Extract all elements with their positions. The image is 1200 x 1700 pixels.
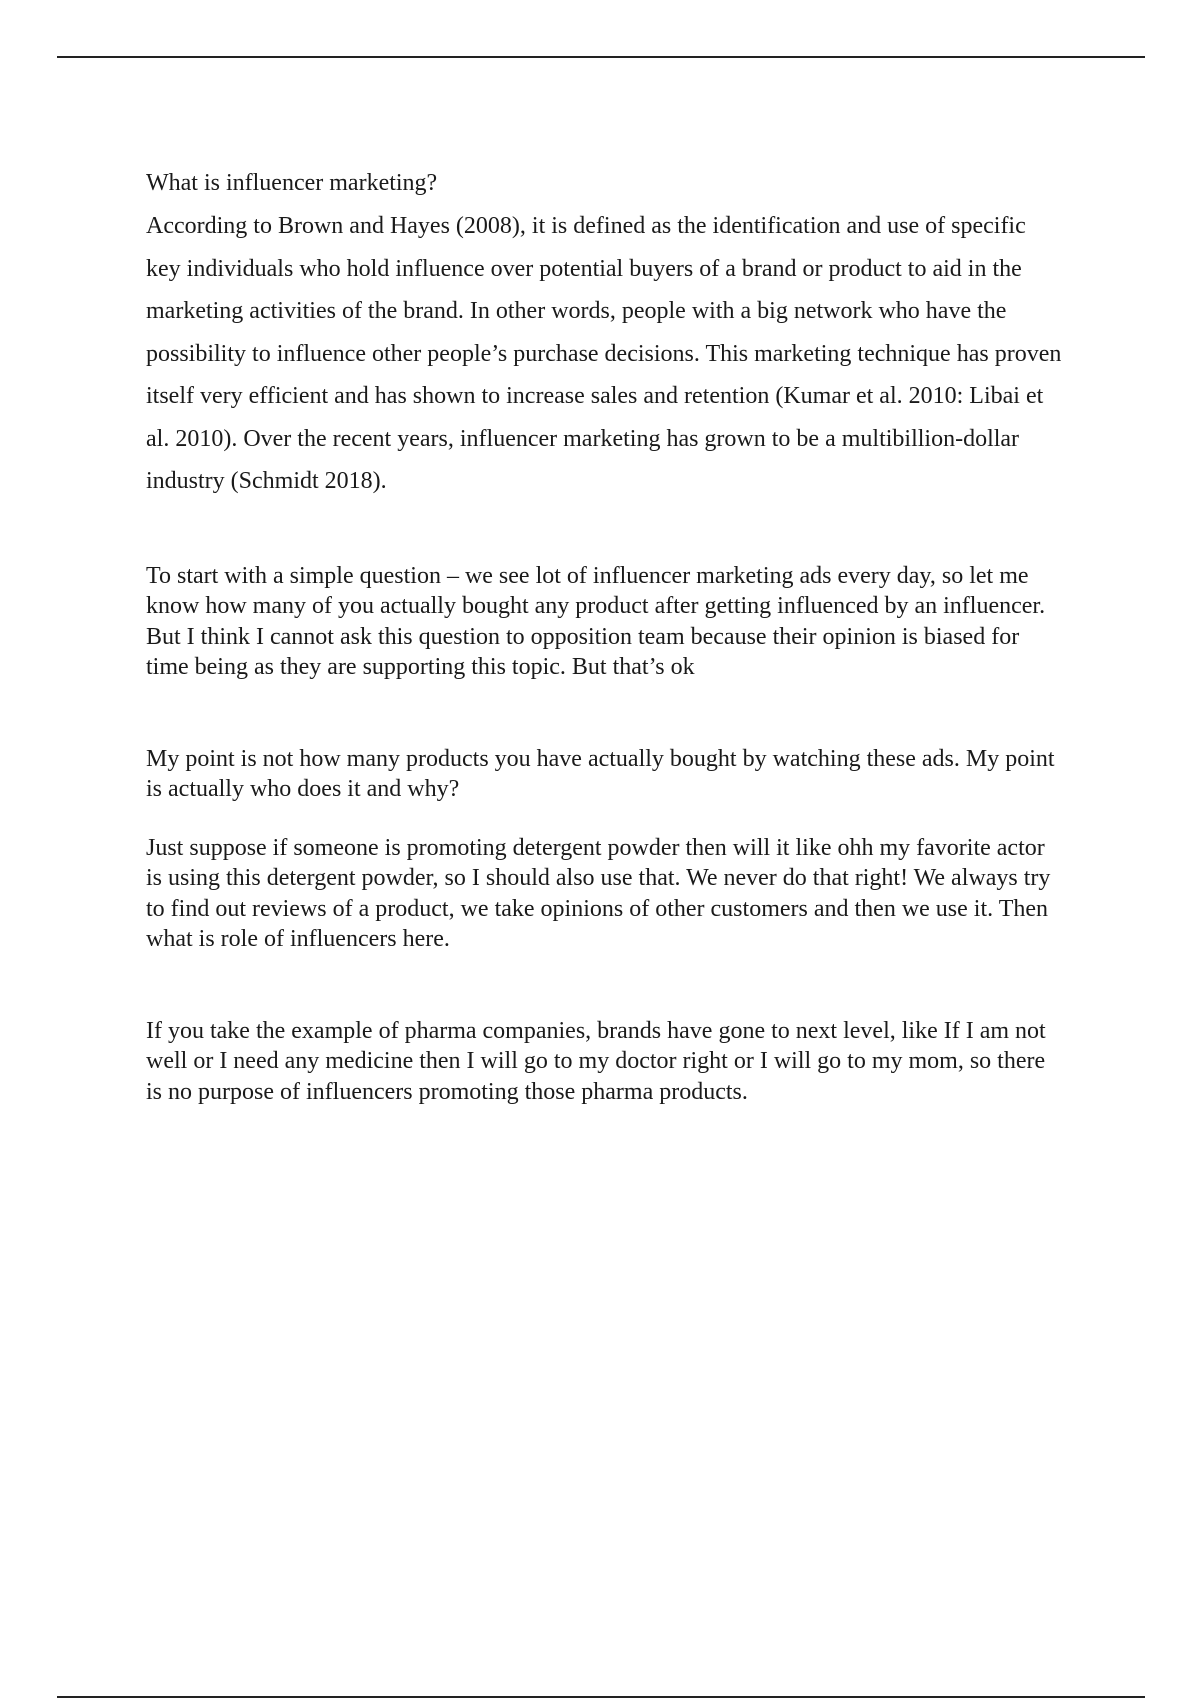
paragraph-definition: According to Brown and Hayes (2008), it is defined as the identification and use of specific key individuals who hold influence over potential buyers of a brand or product to aid in the marketing activities of the brand. In other words, people with a big network who have the possibility to influence other people’s purchase decisions. This marketing technique has proven itself very efficient and has shown to increase sales and retention (Kumar et al. 2010: Libai et al. 2010). Over the recent years, influencer marketing has grown to be a multibillion-dollar industry (Schmidt 2018). [146,213,1062,494]
footer-rule [57,1696,1145,1698]
section-heading: What is influencer marketing? [146,170,438,196]
document-body [146,167,1066,1107]
paragraph-question: To start with a simple question – we see lot of influencer marketing ads every day, so let me know how many of you actually bought any product after getting influenced by an influencer. But I think I cannot ask this question to opposition team because their opinion is biased for time being as they are supporting this topic. But that’s ok [146,562,1046,680]
paragraph-pharma-example: If you take the example of pharma companies, brands have gone to next level, like If I am not well or I need any medicine then I will go to my doctor right or I will go to my mom, so there is no purpose of influencers promoting those pharma products. [146,1017,1046,1105]
paragraph-point: My point is not how many products you have actually bought by watching these ads. My point is actually who does it and why? [146,745,1055,802]
paragraph-detergent-example: Just suppose if someone is promoting detergent powder then will it like ohh my favorite actor is using this detergent powder, so I should also use that. We never do that right! We always try to find out reviews of a product, we take opinions of other customers and then we use it. Then what is role of influencers here. [146,834,1051,952]
header-rule [57,56,1145,58]
